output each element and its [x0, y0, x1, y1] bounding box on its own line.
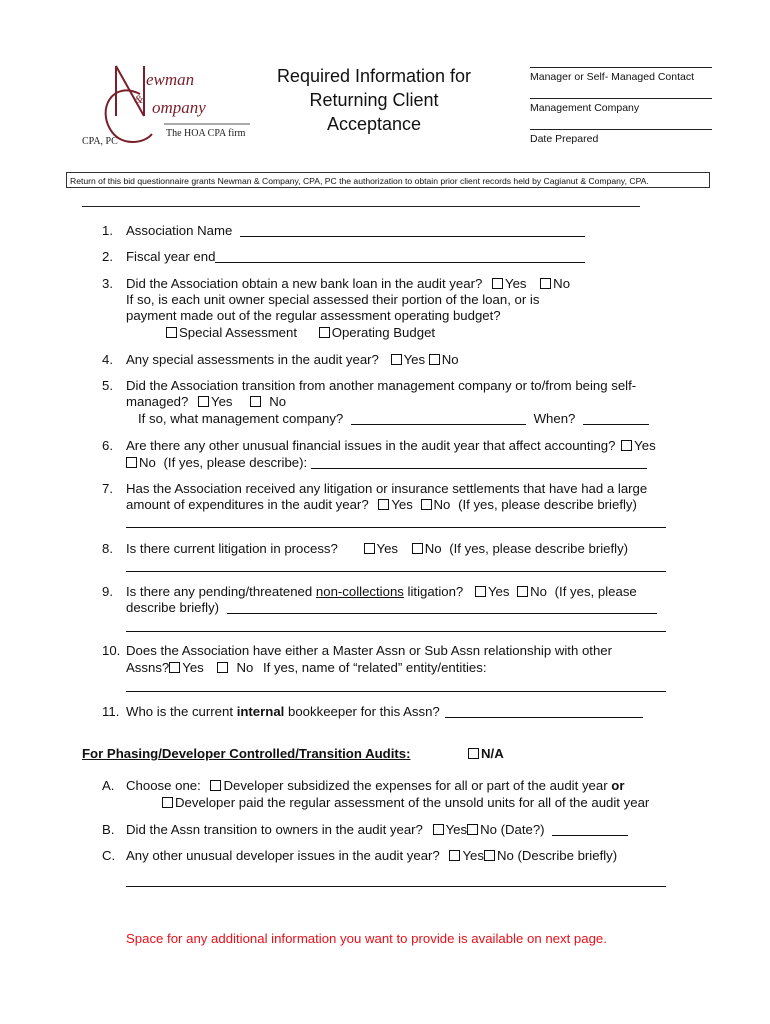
q8-yes-label: Yes	[376, 541, 399, 556]
question-6	[102, 437, 656, 454]
question-10	[102, 642, 612, 659]
phasing-na	[468, 745, 504, 762]
q7-answer-line[interactable]	[126, 527, 666, 528]
logo-letter-c	[106, 90, 152, 142]
contact-field[interactable]	[530, 67, 712, 83]
q2-text: Fiscal year end	[126, 249, 216, 264]
footer-note: Space for any additional information you want to provide is available on next page.	[126, 931, 607, 946]
fiscal-year-end-input[interactable]	[215, 262, 585, 263]
question-9	[102, 583, 637, 600]
q3-no-checkbox[interactable]	[540, 278, 551, 289]
q10-yes-label: Yes	[182, 660, 204, 675]
a-letter: A.	[102, 778, 115, 793]
date-field[interactable]	[530, 129, 712, 145]
question-1	[102, 222, 585, 239]
q7-yes-checkbox[interactable]	[378, 499, 389, 510]
q10-number: 10.	[102, 643, 121, 658]
q7-no-label: No	[433, 497, 451, 512]
logo-tagline: The HOA CPA firm	[166, 128, 246, 139]
q5-yes-checkbox[interactable]	[198, 396, 209, 407]
q5-no-checkbox[interactable]	[250, 396, 261, 407]
q6-line-2	[126, 454, 647, 471]
logo-name-line1: ewman	[146, 70, 195, 89]
title-line-2: Returning Client	[309, 90, 439, 110]
b-yes-label: Yes	[445, 822, 468, 837]
c-no-label: No (Describe briefly)	[496, 848, 618, 863]
c-no-checkbox[interactable]	[484, 850, 495, 861]
na-checkbox[interactable]	[468, 748, 479, 759]
phasing-question-a	[102, 777, 624, 794]
question-3	[102, 275, 570, 292]
q5-line-2-text: managed?	[126, 394, 189, 409]
q7-yes-label: Yes	[391, 497, 413, 512]
operating-budget-checkbox[interactable]	[319, 327, 330, 338]
q10-text: Does the Association have either a Master Assn or Sub Assn relationship with other	[126, 643, 613, 658]
c-answer-line[interactable]	[126, 886, 666, 887]
q10-answer-line[interactable]	[126, 691, 666, 692]
a-or: or	[611, 778, 625, 793]
q5-line-3-text: If so, what management company?	[138, 411, 344, 426]
q9-yes-checkbox[interactable]	[475, 586, 486, 597]
q7-note: (If yes, please describe briefly)	[458, 497, 637, 512]
q1-number: 1.	[102, 223, 113, 238]
q9-yes-label: Yes	[487, 584, 510, 599]
q10-no-checkbox[interactable]	[217, 662, 228, 673]
q9-answer-line[interactable]	[126, 631, 666, 632]
q7-line-2	[126, 496, 637, 513]
q6-number: 6.	[102, 438, 113, 453]
q5-line-3	[138, 410, 649, 427]
q3-number: 3.	[102, 276, 113, 291]
q6-no-checkbox[interactable]	[126, 457, 137, 468]
management-company-input[interactable]	[351, 424, 526, 425]
q8-number: 8.	[102, 541, 113, 556]
special-assessment-label: Special Assessment	[179, 325, 298, 340]
a-label: Choose one:	[126, 778, 201, 793]
q1-text: Association Name	[126, 223, 233, 238]
q6-description-input[interactable]	[311, 468, 647, 469]
logo-ampersand: &	[134, 92, 144, 106]
q6-yes-checkbox[interactable]	[621, 440, 632, 451]
logo-name-line2: ompany	[152, 98, 206, 117]
association-name-input[interactable]	[240, 236, 585, 237]
q9-note: (If yes, please	[554, 584, 637, 599]
q5-when-label: When?	[533, 411, 576, 426]
q5-yes-label: Yes	[211, 394, 233, 409]
authorization-notice: Return of this bid questionnaire grants Newman & Company, CPA, PC the authorization to obtain prior client records held by Cagianut & Company, CPA.	[66, 172, 710, 188]
phasing-heading: For Phasing/Developer Controlled/Transition Audits:	[82, 746, 411, 761]
q7-number: 7.	[102, 481, 113, 496]
operating-budget-label: Operating Budget	[331, 325, 436, 340]
na-label: N/A	[481, 746, 504, 761]
company-label: Management Company	[530, 102, 640, 114]
q9-pre: Is there any pending/threatened	[126, 584, 313, 599]
q3-line-2: If so, is each unit owner special assessed their portion of the loan, or is	[126, 292, 540, 307]
q7-line-2-text: amount of expenditures in the audit year?	[126, 497, 369, 512]
q9-description-input[interactable]	[227, 613, 657, 614]
developer-paid-label: Developer paid the regular assessment of the unsold units for all of the audit year	[175, 795, 650, 810]
q3-yes-checkbox[interactable]	[492, 278, 503, 289]
b-yes-checkbox[interactable]	[433, 824, 444, 835]
question-8	[102, 540, 628, 557]
q6-no-label: No	[139, 455, 156, 470]
b-letter: B.	[102, 822, 115, 837]
phasing-a-line-2	[162, 794, 649, 811]
separator-line	[82, 206, 640, 207]
c-yes-label: Yes	[462, 848, 484, 863]
q11-post: bookkeeper for this Assn?	[288, 704, 440, 719]
question-2	[102, 248, 585, 265]
q9-post: litigation?	[407, 584, 464, 599]
q3-options	[166, 324, 435, 341]
c-text: Any other unusual developer issues in the audit year?	[126, 848, 440, 863]
q3-text: Did the Association obtain a new bank loan in the audit year?	[126, 276, 483, 291]
q5-number: 5.	[102, 378, 113, 393]
q10-line-2-text: Assns?	[126, 660, 170, 675]
company-field[interactable]	[530, 98, 712, 114]
contact-label: Manager or Self- Managed Contact	[530, 71, 695, 83]
q4-yes-checkbox[interactable]	[391, 354, 402, 365]
q3-yes-label: Yes	[504, 276, 527, 291]
date-label: Date Prepared	[530, 133, 599, 145]
developer-paid-checkbox[interactable]	[162, 797, 173, 808]
title-line-3: Acceptance	[326, 114, 422, 134]
question-11	[102, 703, 643, 720]
transition-date-input[interactable]	[552, 835, 628, 836]
q4-no-checkbox[interactable]	[429, 354, 440, 365]
b-no-checkbox[interactable]	[467, 824, 478, 835]
q9-no-label: No	[530, 584, 547, 599]
question-4	[102, 351, 459, 368]
c-yes-checkbox[interactable]	[449, 850, 460, 861]
q8-yes-checkbox[interactable]	[364, 543, 375, 554]
logo-suffix: CPA, PC	[82, 136, 118, 147]
q5-no-label: No	[269, 394, 287, 409]
q10-note: If yes, name of “related” entity/entities:	[262, 660, 487, 675]
q11-pre: Who is the current	[126, 704, 234, 719]
q11-bold: internal	[236, 704, 285, 719]
q11-number: 11.	[102, 704, 120, 719]
q9-underlined: non-collections	[315, 584, 404, 599]
q9-number: 9.	[102, 584, 113, 599]
q10-yes-checkbox[interactable]	[169, 662, 180, 673]
q9-line-2-text: describe briefly)	[126, 600, 220, 615]
question-5	[102, 377, 636, 394]
bookkeeper-input[interactable]	[445, 717, 643, 718]
special-assessment-checkbox[interactable]	[166, 327, 177, 338]
q9-no-checkbox[interactable]	[517, 586, 528, 597]
q5-text: Did the Association transition from another management company or to/from being self-	[126, 378, 637, 393]
developer-subsidized-label: Developer subsidized the expenses for all or part of the audit year	[223, 778, 608, 793]
q2-number: 2.	[102, 249, 113, 264]
phasing-question-c	[102, 847, 617, 864]
q9-line-2	[126, 599, 657, 616]
q3-no-label: No	[553, 276, 571, 291]
q10-no-label: No	[236, 660, 254, 675]
q8-answer-line[interactable]	[126, 571, 666, 572]
phasing-question-b	[102, 821, 628, 838]
b-no-label: No (Date?)	[480, 822, 545, 837]
title-line-1: Required Information for	[276, 66, 472, 86]
q4-text: Any special assessments in the audit year?	[126, 352, 379, 367]
q8-no-checkbox[interactable]	[412, 543, 423, 554]
when-input[interactable]	[583, 424, 649, 425]
q4-no-label: No	[441, 352, 459, 367]
b-text: Did the Assn transition to owners in the audit year?	[126, 822, 423, 837]
q5-line-2	[126, 393, 286, 410]
logo-graphic	[82, 60, 257, 155]
question-7	[102, 480, 647, 497]
company-logo	[82, 60, 257, 155]
q7-no-checkbox[interactable]	[421, 499, 432, 510]
q6-text: Are there any other unusual financial issues in the audit year that affect accounting?	[126, 438, 616, 453]
q8-text: Is there current litigation in process?	[126, 541, 338, 556]
page-title	[250, 64, 498, 136]
q10-line-2	[126, 659, 487, 676]
q3-line-3: payment made out of the regular assessment operating budget?	[126, 308, 501, 323]
developer-subsidized-checkbox[interactable]	[210, 780, 221, 791]
q7-text: Has the Association received any litigation or insurance settlements that have had a large	[126, 481, 648, 496]
q8-note: (If yes, please describe briefly)	[449, 541, 629, 556]
c-letter: C.	[102, 848, 116, 863]
q6-line-2-text: (If yes, please describe):	[163, 455, 308, 470]
q4-number: 4.	[102, 352, 113, 367]
q8-no-label: No	[424, 541, 442, 556]
q4-yes-label: Yes	[403, 352, 426, 367]
q6-yes-label: Yes	[634, 438, 656, 453]
